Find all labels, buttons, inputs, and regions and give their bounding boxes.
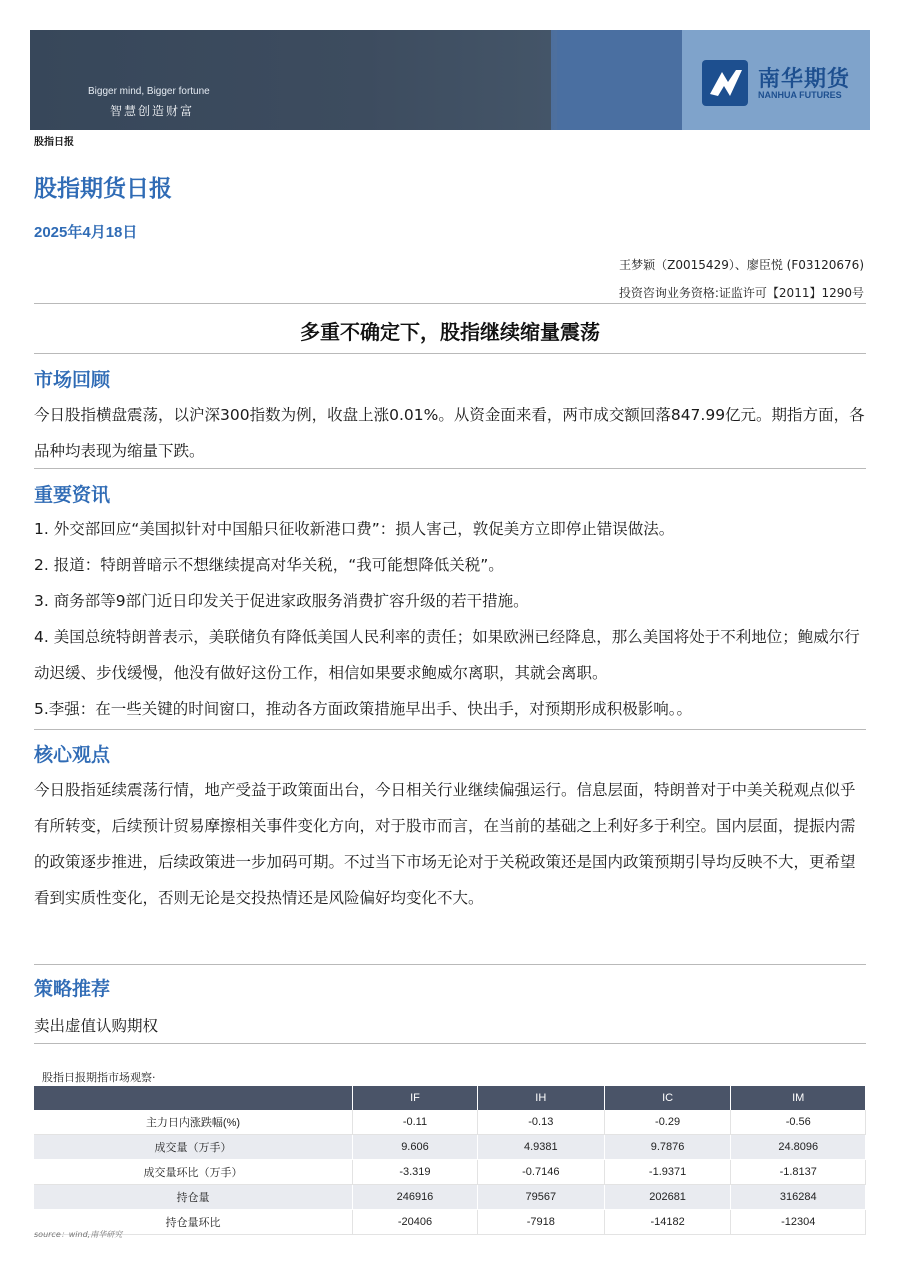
table-row [34,1210,866,1235]
table-row [34,1160,866,1185]
news-item: 4. 美国总统特朗普表示，美联储负有降低美国人民利率的责任；如果欧洲已经降息，那么美国将处于不利地位；鲍威尔行动迟缓、步伐缓慢，他没有做好这份工作，相信如果要求鲍威尔离职，其就会离职。 [34,628,860,682]
report-tag: 股指日报 [34,137,74,148]
table-cell: -12304 [731,1210,866,1235]
divider [34,729,866,730]
table-cell: 316284 [731,1185,866,1210]
table-header-cell: IF [353,1086,478,1110]
table-cell: 202681 [604,1185,731,1210]
table-header-cell: IM [731,1086,866,1110]
table-header-cell: IC [604,1086,731,1110]
report-date: 2025年4月18日 [34,224,138,241]
table-cell: -20406 [353,1210,478,1235]
section-title-news: 重要资讯 [34,484,111,506]
logo-text-en: NANHUA FUTURES [758,90,842,100]
table-cell: -0.11 [353,1110,478,1135]
table-cell: -0.13 [477,1110,604,1135]
divider [34,468,866,469]
table-cell: -14182 [604,1210,731,1235]
news-item: 1. 外交部回应“美国拟针对中国船只征收新港口费”：损人害己，敦促美方立即停止错误做法。 [34,520,675,538]
table-header-row [34,1086,866,1110]
table-cell: 24.8096 [731,1135,866,1160]
section-title-strategy: 策略推荐 [34,978,111,1000]
table-header-cell [34,1086,353,1110]
page-title: 股指期货日报 [34,176,172,202]
strategy-text: 卖出虚值认购期权 [34,1017,159,1035]
row-label: 主力日内涨跌幅(%) [34,1110,353,1135]
divider [34,964,866,965]
review-text: 今日股指横盘震荡，以沪深300指数为例，收盘上涨0.01%。从资金面来看，两市成交额回落847.99亿元。期指方面，各品种均表现为缩量下跌。 [34,406,865,460]
table-header-cell: IH [477,1086,604,1110]
news-item: 5.李强：在一些关键的时间窗口，推动各方面政策措施早出手、快出手，对预期形成积极影响。。 [34,700,693,718]
table-cell: -7918 [477,1210,604,1235]
table-source: source：wind,南华研究 [34,1230,123,1239]
row-label: 持仓量环比 [34,1210,353,1235]
authors: 王梦颖（Z0015429）、廖臣悦 (F03120676) [619,258,864,272]
section-title-view: 核心观点 [34,744,111,766]
header-banner [30,30,870,130]
tagline-en: Bigger mind, Bigger fortune [88,86,210,97]
report-headline: 多重不确定下，股指继续缩量震荡 [300,320,600,344]
divider [34,303,866,304]
table-cell: 9.7876 [604,1135,731,1160]
tagline-cn: 智慧创造财富 [110,104,195,118]
divider [34,1043,866,1044]
table-row [34,1110,866,1135]
market-observation-table [34,1086,866,1235]
table-cell: 9.606 [353,1135,478,1160]
news-item: 3. 商务部等9部门近日印发关于促进家政服务消费扩容升级的若干措施。 [34,592,529,610]
table-row [34,1185,866,1210]
table-cell: -1.9371 [604,1160,731,1185]
row-label: 成交量（万手） [34,1135,353,1160]
divider [34,353,866,354]
table-row [34,1135,866,1160]
section-title-review: 市场回顾 [34,369,111,391]
nanhua-logo-icon [702,60,748,106]
table-cell: 4.9381 [477,1135,604,1160]
view-text: 今日股指延续震荡行情，地产受益于政策面出台，今日相关行业继续偏强运行。信息层面，特朗普对于中美关税观点似乎有所转变，后续预计贸易摩擦相关事件变化方向，对于股市而言，在当前的基础之上利好多于利空。国内层面，提振内需的政策逐步推进，后续政策进一步加码可期。不过当下市场无论对于关税政策还是国内政策预期引导均反映不大，更希望看到实质性变化，否则无论是交投热情还是风险偏好均变化不大。 [34,781,856,907]
table-cell: -0.7146 [477,1160,604,1185]
table-cell: 246916 [353,1185,478,1210]
row-label: 成交量环比（万手） [34,1160,353,1185]
table-cell: 79567 [477,1185,604,1210]
news-item: 2. 报道：特朗普暗示不想继续提高对华关税，“我可能想降低关税”。 [34,556,504,574]
news-list [34,511,866,727]
table-cell: -1.8137 [731,1160,866,1185]
banner-stripe [557,30,682,130]
table-caption: 股指日报期指市场观察· [42,1071,156,1084]
table-cell: -3.319 [353,1160,478,1185]
license-info: 投资咨询业务资格:证监许可【2011】1290号 [618,286,864,300]
table-cell: -0.56 [731,1110,866,1135]
row-label: 持仓量 [34,1185,353,1210]
logo-text-cn: 南华期货 [758,67,851,92]
table-cell: -0.29 [604,1110,731,1135]
company-logo [702,60,862,106]
